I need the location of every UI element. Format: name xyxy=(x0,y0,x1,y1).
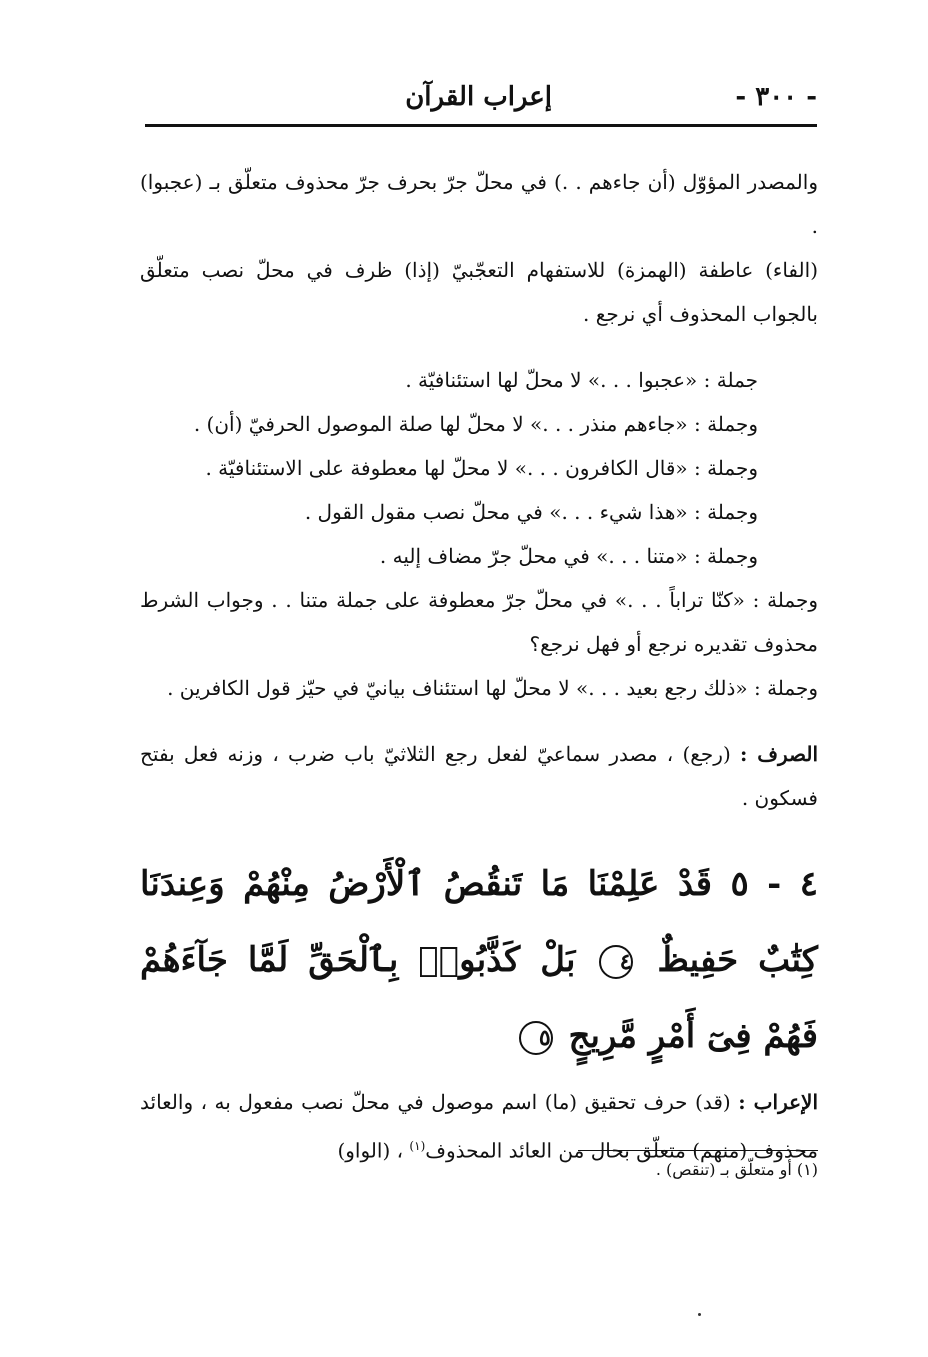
header-rule xyxy=(145,124,817,127)
page-number: - ٣٠٠ - xyxy=(735,82,817,112)
page-body xyxy=(140,160,818,1173)
jumla-item: وجملة : «جاءهم منذر . . .» لا محلّ لها صلة الموصول الحرفيّ (أن) . xyxy=(193,412,758,436)
irab-text-end: ، (الواو) xyxy=(337,1138,404,1163)
scan-speck xyxy=(698,1313,701,1316)
verse-text-1: قَدْ عَلِمْنَا مَا تَنقُصُ ٱلْأَرْضُ مِنْهُمْ وَعِندَنَا كِتَٰبٌ حَفِيظٌ xyxy=(140,864,818,980)
jumla-item: وجملة : «كنّا تراباً . . .» في محلّ جرّ معطوفة على جملة متنا . . وجواب الشرط محذوف تقديره نرجع أو فهل نرجع؟ xyxy=(140,588,818,656)
footnote-rule xyxy=(578,1150,818,1151)
jumla-item: وجملة : «هذا شيء . . .» في محلّ نصب مقول القول . xyxy=(304,500,758,524)
ayah-end-marker: ٥ xyxy=(519,1021,553,1055)
irab-text: (قد) حرف تحقيق (ما) اسم موصول في محلّ نصب مفعول به ، والعائد محذوف (منهم) متعلّق بحال من العائد المحذوف xyxy=(140,1090,818,1163)
sarf-text: (رجع) ، مصدر سماعيّ لفعل رجع الثلاثيّ باب ضرب ، وزنه فعل بفتح فسكون . xyxy=(140,742,818,810)
paragraph-masdar: والمصدر المؤوّل (أن جاءهم . .) في محلّ جرّ بحرف جرّ محذوف متعلّق بـ (عجبوا) . xyxy=(140,170,818,238)
ayah-end-marker: ٤ xyxy=(599,945,633,979)
jumla-item: جملة : «عجبوا . . .» لا محلّ لها استئنافيّة . xyxy=(405,368,758,392)
irab-label: الإعراب : xyxy=(738,1090,819,1114)
sarf-label: الصرف : xyxy=(740,742,819,766)
jumla-item: وجملة : «قال الكافرون . . .» لا محلّ لها معطوفة على الاستئنافيّة . xyxy=(205,456,758,480)
quran-verse xyxy=(140,846,818,1074)
sarf-paragraph xyxy=(140,732,818,820)
page-header xyxy=(145,78,817,122)
running-title: إعراب القرآن xyxy=(405,82,552,112)
footnote: (١) أو متعلّق بـ (تنقص) . xyxy=(655,1160,818,1179)
jumla-item: وجملة : «ذلك رجع بعيد . . .» لا محلّ لها استئناف بيانيّ في حيّز قول الكافرين . xyxy=(167,676,818,700)
footnote-reference: (١) xyxy=(409,1139,426,1153)
spacer xyxy=(140,336,818,358)
paragraph-faa: (الفاء) عاطفة (الهمزة) للاستفهام التعجّبيّ (إذا) ظرف في محلّ نصب متعلّق بالجواب المحذوف أي نرجع . xyxy=(140,258,818,326)
jumla-item: وجملة : «متنا . . .» في محلّ جرّ مضاف إليه . xyxy=(379,544,758,568)
verse-text-2: بَلْ كَذَّبُوا۟ بِٱلْحَقِّ لَمَّا جَآءَهُمْ فَهُمْ فِىٓ أَمْرٍ مَّرِيجٍ xyxy=(140,940,818,1056)
spacer xyxy=(140,710,818,732)
verse-number: ٤ - ٥ xyxy=(730,864,818,904)
